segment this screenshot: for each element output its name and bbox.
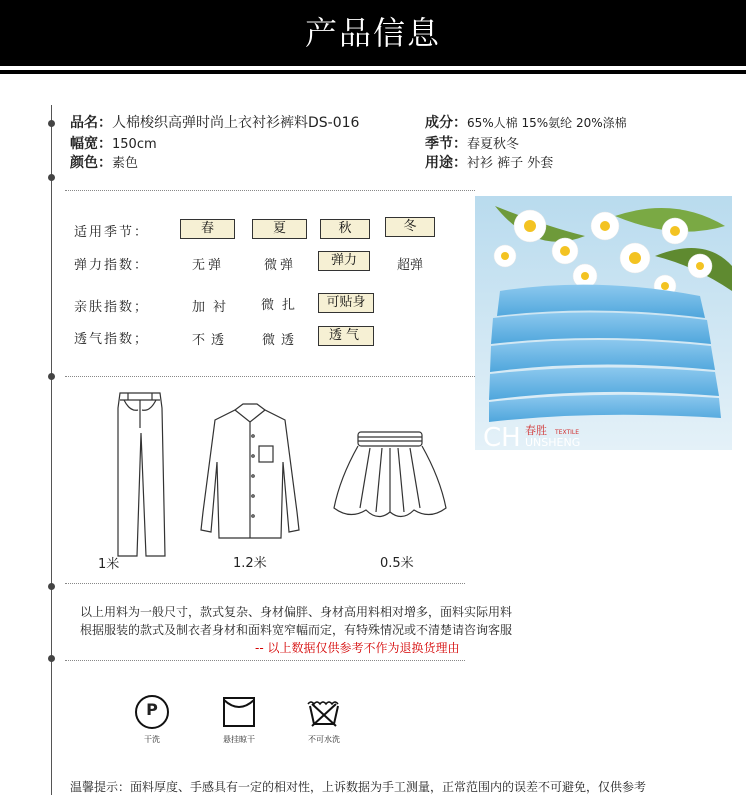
brand-textile: TEXTILE bbox=[555, 429, 580, 436]
spec-width-label: 幅宽： bbox=[70, 136, 112, 152]
elasticity-label: 弹力指数： bbox=[74, 258, 150, 273]
timeline-dot bbox=[48, 583, 55, 590]
timeline-dot bbox=[48, 174, 55, 181]
spec-name-label: 品名： bbox=[70, 115, 112, 131]
breath-selected: 透气 bbox=[318, 326, 374, 346]
elasticity-option: 超弹 bbox=[396, 258, 423, 273]
spec-color bbox=[70, 152, 138, 172]
hang-dry-label: 悬挂晾干 bbox=[223, 735, 255, 744]
spec-season-value: 春夏秋冬 bbox=[467, 137, 520, 152]
skin-option: 加衬 bbox=[191, 300, 234, 315]
elasticity-option: 无弹 bbox=[191, 258, 224, 273]
no-wash-label: 不可水洗 bbox=[308, 735, 340, 744]
fabric-photo bbox=[475, 196, 732, 450]
hang-dry-icon bbox=[222, 696, 256, 732]
spec-name-value: 人棉梭织高弹时尚上衣衬衫裤料DS-016 bbox=[112, 115, 360, 131]
spec-color-value: 素色 bbox=[112, 156, 139, 171]
spec-width-value: 150cm bbox=[112, 137, 157, 152]
footer-tip: 温馨提示：面料厚度、手感具有一定的相对性，上诉数据为手工测量，正常范围内的误差不可避免，仅供参考 bbox=[70, 780, 647, 794]
spec-color-label: 颜色： bbox=[70, 155, 112, 171]
spec-usage-value: 衬衫 裤子 外套 bbox=[467, 156, 554, 171]
shirt-amount: 1.2米 bbox=[233, 556, 267, 571]
timeline-dot bbox=[48, 373, 55, 380]
header-rule bbox=[0, 70, 746, 74]
timeline-dot bbox=[48, 120, 55, 127]
fabric-illustration bbox=[475, 196, 732, 450]
page-title: 产品信息 bbox=[304, 14, 441, 52]
breath-label: 透气指数； bbox=[74, 332, 150, 347]
pants-drawing bbox=[110, 388, 170, 560]
spec-composition bbox=[425, 112, 627, 132]
skin-selected: 可贴身 bbox=[318, 293, 374, 313]
brand-letters: CH bbox=[483, 423, 521, 450]
spec-composition-label: 成分： bbox=[425, 115, 467, 131]
timeline-dot bbox=[48, 655, 55, 662]
usage-note-line1: 以上用料为一般尺寸，款式复杂、身材偏胖、身材高用料相对增多，面料实际用料 bbox=[80, 605, 513, 619]
pants-amount: 1米 bbox=[98, 557, 120, 572]
breath-option: 微透 bbox=[261, 333, 300, 348]
season-option: 夏 bbox=[252, 219, 307, 239]
elasticity-selected: 弹力 bbox=[318, 251, 370, 271]
brand-en: UNSHENG bbox=[525, 436, 581, 449]
spec-season-label: 季节： bbox=[425, 136, 467, 152]
divider bbox=[65, 190, 475, 191]
spec-season bbox=[425, 133, 519, 153]
spec-name bbox=[70, 112, 359, 132]
divider bbox=[65, 376, 475, 377]
divider bbox=[65, 660, 465, 661]
shirt-drawing bbox=[195, 402, 305, 542]
skirt-drawing bbox=[330, 428, 450, 524]
dry-clean-icon bbox=[132, 692, 172, 736]
skin-label: 亲肤指数； bbox=[74, 300, 150, 315]
spec-usage-label: 用途： bbox=[425, 155, 467, 171]
spec-width bbox=[70, 133, 157, 153]
skin-option: 微扎 bbox=[260, 298, 303, 313]
brand-cn: 春胜 bbox=[525, 424, 547, 437]
season-label: 适用季节： bbox=[74, 225, 150, 240]
dry-clean-label: 干洗 bbox=[144, 735, 160, 744]
season-option: 春 bbox=[180, 219, 235, 239]
season-option: 秋 bbox=[320, 219, 370, 239]
dry-clean-symbol: P bbox=[146, 700, 158, 719]
season-option: 冬 bbox=[385, 217, 435, 237]
timeline-line bbox=[51, 105, 52, 795]
breath-option: 不透 bbox=[191, 333, 230, 348]
spec-usage bbox=[425, 152, 553, 172]
spec-composition-value: 65%人棉 15%氨纶 20%涤棉 bbox=[467, 116, 627, 130]
usage-note-line2: 根据服装的款式及制衣者身材和面料宽窄幅而定，有特殊情况或不清楚请咨询客服 bbox=[80, 623, 513, 637]
no-wash-icon bbox=[306, 698, 342, 732]
skirt-amount: 0.5米 bbox=[380, 556, 414, 571]
elasticity-option: 微弹 bbox=[263, 258, 296, 273]
usage-disclaimer: -- 以上数据仅供参考不作为退换货理由 bbox=[255, 641, 460, 655]
divider bbox=[65, 583, 465, 584]
header-bar bbox=[0, 0, 746, 66]
